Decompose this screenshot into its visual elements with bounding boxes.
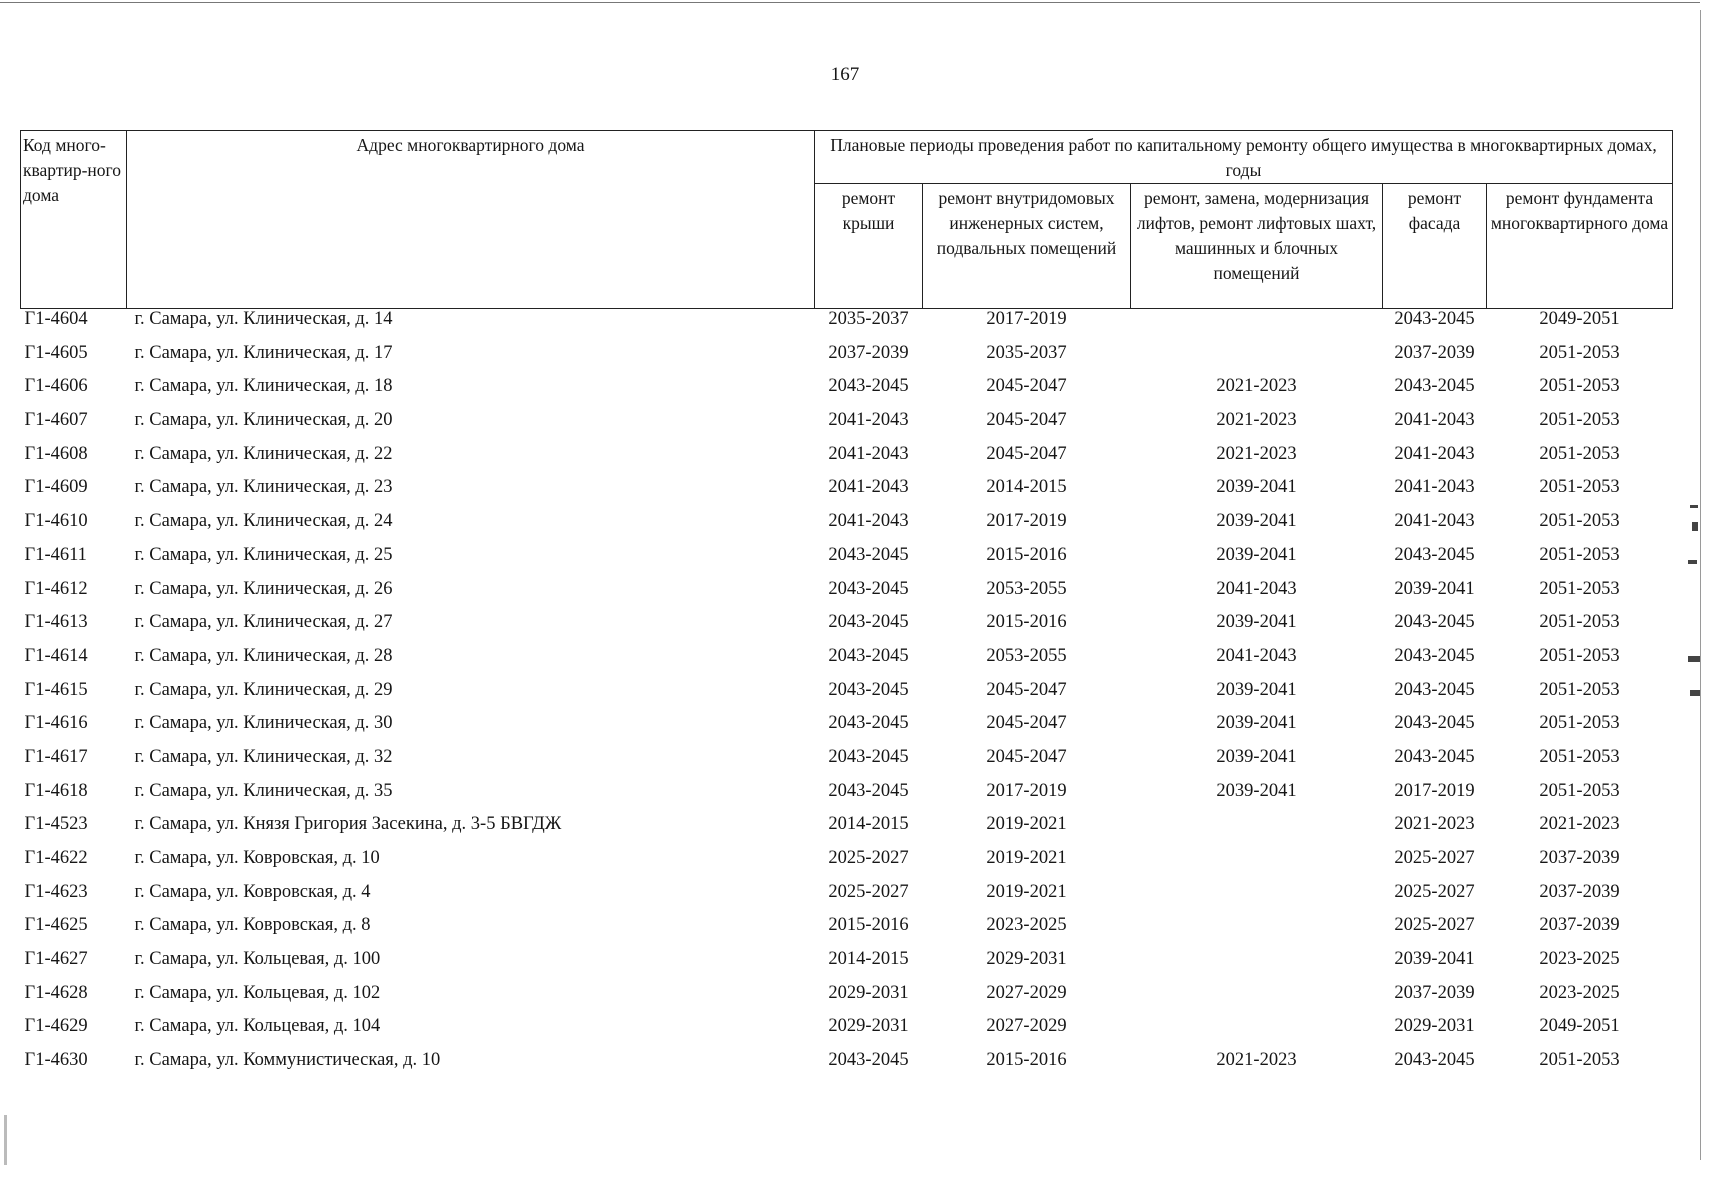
cell-elevators: 2021-2023 <box>1216 443 1297 464</box>
cell-elevators: 2021-2023 <box>1216 1050 1297 1071</box>
cell-elevators <box>1131 1016 1383 1050</box>
cell-elevators <box>1131 915 1383 949</box>
cell-roof: 2037-2039 <box>828 342 909 363</box>
cell-engineering: 2053-2055 <box>986 578 1067 599</box>
table-row <box>21 915 1673 949</box>
cell-facade: 2043-2045 <box>1394 645 1475 666</box>
cell-facade: 2039-2041 <box>1394 578 1475 599</box>
cell-elevators: 2039-2041 <box>1216 713 1297 734</box>
cell-foundation: 2051-2053 <box>1539 544 1620 565</box>
cell-engineering: 2045-2047 <box>986 410 1067 431</box>
cell-foundation: 2037-2039 <box>1539 848 1620 868</box>
table-row <box>21 545 1673 579</box>
cell-address: г. Самара, ул. Клиническая, д. 24 <box>134 511 393 532</box>
cell-roof: 2043-2045 <box>828 544 909 565</box>
table-row <box>21 781 1673 815</box>
cell-roof: 2025-2027 <box>828 848 909 868</box>
cell-elevators: 2039-2041 <box>1216 544 1297 565</box>
cell-address: г. Самара, ул. Князя Григория Засекина, д. 3-5 БВГДЖ <box>134 814 562 835</box>
cell-engineering: 2015-2016 <box>986 612 1067 633</box>
cell-elevators: 2039-2041 <box>1216 511 1297 532</box>
cell-foundation: 2051-2053 <box>1539 713 1620 734</box>
cell-foundation: 2051-2053 <box>1539 342 1620 363</box>
table-row <box>21 343 1673 377</box>
cell-elevators: 2021-2023 <box>1216 410 1297 431</box>
cell-engineering: 2023-2025 <box>986 915 1067 936</box>
cell-elevators <box>1131 309 1383 343</box>
scan-speck <box>1692 522 1698 531</box>
cell-address: г. Самара, ул. Ковровская, д. 10 <box>134 848 380 868</box>
cell-address: г. Самара, ул. Клиническая, д. 32 <box>134 746 393 767</box>
cell-roof: 2025-2027 <box>828 881 909 902</box>
cell-foundation: 2021-2023 <box>1539 814 1620 835</box>
cell-roof: 2041-2043 <box>828 410 909 431</box>
cell-address: г. Самара, ул. Клиническая, д. 20 <box>134 410 393 431</box>
cell-code: Г1-4523 <box>24 814 88 835</box>
cell-foundation: 2049-2051 <box>1539 1016 1620 1037</box>
header-address: Адрес многоквартирного дома <box>127 131 815 309</box>
cell-roof: 2041-2043 <box>828 443 909 464</box>
cell-facade: 2025-2027 <box>1394 881 1475 902</box>
cell-elevators <box>1131 343 1383 377</box>
cell-elevators: 2039-2041 <box>1216 746 1297 767</box>
cell-elevators <box>1131 983 1383 1017</box>
cell-roof: 2043-2045 <box>828 612 909 633</box>
cell-roof: 2014-2015 <box>828 949 909 970</box>
cell-elevators: 2039-2041 <box>1216 780 1297 801</box>
cell-engineering: 2053-2055 <box>986 645 1067 666</box>
cell-foundation: 2051-2053 <box>1539 1050 1620 1071</box>
cell-roof: 2043-2045 <box>828 679 909 700</box>
cell-code: Г1-4612 <box>24 578 88 599</box>
cell-elevators: 2021-2023 <box>1216 376 1297 397</box>
cell-roof: 2015-2016 <box>828 915 909 936</box>
cell-engineering: 2019-2021 <box>986 848 1067 868</box>
cell-code: Г1-4629 <box>24 1016 88 1037</box>
cell-address: г. Самара, ул. Клиническая, д. 29 <box>134 679 393 700</box>
scan-speck <box>4 1115 7 1165</box>
table-row <box>21 1016 1673 1050</box>
cell-facade: 2043-2045 <box>1394 1050 1475 1071</box>
cell-foundation: 2051-2053 <box>1539 410 1620 431</box>
table-row <box>21 848 1673 882</box>
cell-code: Г1-4628 <box>24 982 88 1003</box>
page-number: 167 <box>830 64 860 85</box>
cell-facade: 2043-2045 <box>1394 746 1475 767</box>
cell-engineering: 2027-2029 <box>986 982 1067 1003</box>
cell-address: г. Самара, ул. Клиническая, д. 14 <box>134 309 393 329</box>
cell-roof: 2043-2045 <box>828 746 909 767</box>
cell-code: Г1-4630 <box>24 1050 88 1071</box>
cell-foundation: 2049-2051 <box>1539 309 1620 329</box>
cell-roof: 2043-2045 <box>828 376 909 397</box>
table-row <box>21 949 1673 983</box>
cell-foundation: 2051-2053 <box>1539 780 1620 801</box>
table-row <box>21 747 1673 781</box>
table-row <box>21 309 1673 343</box>
cell-engineering: 2017-2019 <box>986 309 1067 329</box>
cell-code: Г1-4605 <box>24 342 88 363</box>
cell-address: г. Самара, ул. Клиническая, д. 25 <box>134 544 393 565</box>
cell-facade: 2037-2039 <box>1394 342 1475 363</box>
table-header <box>21 131 1673 309</box>
table-row <box>21 713 1673 747</box>
cell-address: г. Самара, ул. Ковровская, д. 4 <box>134 881 371 902</box>
cell-foundation: 2023-2025 <box>1539 982 1620 1003</box>
cell-address: г. Самара, ул. Коммунистическая, д. 10 <box>134 1050 441 1071</box>
cell-facade: 2025-2027 <box>1394 915 1475 936</box>
cell-code: Г1-4613 <box>24 612 88 633</box>
table-row <box>21 477 1673 511</box>
cell-elevators <box>1131 949 1383 983</box>
cell-address: г. Самара, ул. Клиническая, д. 23 <box>134 477 393 498</box>
cell-roof: 2043-2045 <box>828 578 909 599</box>
cell-code: Г1-4627 <box>24 949 88 970</box>
scan-edge-top <box>0 2 1700 3</box>
cell-elevators <box>1131 882 1383 916</box>
cell-engineering: 2014-2015 <box>986 477 1067 498</box>
cell-address: г. Самара, ул. Ковровская, д. 8 <box>134 915 371 936</box>
cell-elevators: 2041-2043 <box>1216 578 1297 599</box>
cell-foundation: 2051-2053 <box>1539 612 1620 633</box>
table-row <box>21 444 1673 478</box>
cell-code: Г1-4604 <box>24 309 88 329</box>
cell-engineering: 2045-2047 <box>986 376 1067 397</box>
cell-roof: 2014-2015 <box>828 814 909 835</box>
cell-elevators: 2039-2041 <box>1216 612 1297 633</box>
header-facade: ремонт фасада <box>1383 184 1487 309</box>
header-roof: ремонт крыши <box>815 184 923 309</box>
cell-roof: 2041-2043 <box>828 511 909 532</box>
cell-elevators: 2041-2043 <box>1216 645 1297 666</box>
cell-address: г. Самара, ул. Клиническая, д. 18 <box>134 376 393 397</box>
cell-engineering: 2045-2047 <box>986 443 1067 464</box>
cell-address: г. Самара, ул. Кольцевая, д. 104 <box>134 1016 381 1037</box>
cell-facade: 2025-2027 <box>1394 848 1475 868</box>
cell-code: Г1-4615 <box>24 679 88 700</box>
cell-engineering: 2015-2016 <box>986 544 1067 565</box>
cell-foundation: 2051-2053 <box>1539 578 1620 599</box>
cell-engineering: 2045-2047 <box>986 679 1067 700</box>
cell-address: г. Самара, ул. Клиническая, д. 28 <box>134 645 393 666</box>
cell-facade: 2043-2045 <box>1394 612 1475 633</box>
cell-facade: 2043-2045 <box>1394 309 1475 329</box>
header-foundation: ремонт фундамента многоквартирного дома <box>1487 184 1673 309</box>
scan-speck <box>1690 690 1700 696</box>
cell-facade: 2029-2031 <box>1394 1016 1475 1037</box>
cell-foundation: 2051-2053 <box>1539 679 1620 700</box>
header-code: Код много-квартир-ного дома <box>21 131 127 309</box>
cell-foundation: 2051-2053 <box>1539 477 1620 498</box>
scan-edge-right <box>1700 10 1701 1160</box>
cell-facade: 2041-2043 <box>1394 511 1475 532</box>
cell-engineering: 2027-2029 <box>986 1016 1067 1037</box>
table-row <box>21 579 1673 613</box>
scan-speck <box>1688 656 1700 662</box>
cell-facade: 2041-2043 <box>1394 410 1475 431</box>
cell-roof: 2043-2045 <box>828 780 909 801</box>
header-periods-group: Плановые периоды проведения работ по капитальному ремонту общего имущества в многоквартирных домах, годы <box>815 131 1673 184</box>
cell-elevators <box>1131 848 1383 882</box>
table-body <box>21 309 1673 1084</box>
cell-address: г. Самара, ул. Клиническая, д. 30 <box>134 713 393 734</box>
cell-facade: 2043-2045 <box>1394 376 1475 397</box>
cell-elevators: 2039-2041 <box>1216 679 1297 700</box>
cell-facade: 2021-2023 <box>1394 814 1475 835</box>
cell-roof: 2029-2031 <box>828 982 909 1003</box>
cell-code: Г1-4609 <box>24 477 88 498</box>
cell-foundation: 2051-2053 <box>1539 376 1620 397</box>
cell-engineering: 2019-2021 <box>986 881 1067 902</box>
cell-foundation: 2023-2025 <box>1539 949 1620 970</box>
cell-engineering: 2045-2047 <box>986 713 1067 734</box>
cell-code: Г1-4623 <box>24 881 88 902</box>
header-elevators: ремонт, замена, модернизация лифтов, ремонт лифтовых шахт, машинных и блочных помещений <box>1131 184 1383 309</box>
cell-roof: 2043-2045 <box>828 713 909 734</box>
cell-engineering: 2019-2021 <box>986 814 1067 835</box>
table-row <box>21 983 1673 1017</box>
cell-roof: 2035-2037 <box>828 309 909 329</box>
table-row <box>21 814 1673 848</box>
cell-roof: 2043-2045 <box>828 645 909 666</box>
cell-address: г. Самара, ул. Клиническая, д. 17 <box>134 342 393 363</box>
table-row <box>21 882 1673 916</box>
cell-elevators: 2039-2041 <box>1216 477 1297 498</box>
table-row <box>21 646 1673 680</box>
cell-facade: 2043-2045 <box>1394 544 1475 565</box>
table-row <box>21 680 1673 714</box>
cell-address: г. Самара, ул. Кольцевая, д. 102 <box>134 982 381 1003</box>
cell-code: Г1-4616 <box>24 713 88 734</box>
cell-engineering: 2017-2019 <box>986 511 1067 532</box>
cell-engineering: 2015-2016 <box>986 1050 1067 1071</box>
table-row <box>21 1050 1673 1084</box>
cell-facade: 2041-2043 <box>1394 443 1475 464</box>
cell-engineering: 2035-2037 <box>986 342 1067 363</box>
cell-code: Г1-4607 <box>24 410 88 431</box>
scan-speck <box>1688 560 1697 564</box>
cell-facade: 2017-2019 <box>1394 780 1475 801</box>
cell-roof: 2043-2045 <box>828 1050 909 1071</box>
table-row <box>21 511 1673 545</box>
cell-address: г. Самара, ул. Клиническая, д. 26 <box>134 578 393 599</box>
overhaul-schedule-table <box>20 130 1673 1084</box>
cell-foundation: 2051-2053 <box>1539 511 1620 532</box>
cell-foundation: 2051-2053 <box>1539 443 1620 464</box>
cell-code: Г1-4618 <box>24 780 88 801</box>
scan-speck <box>1690 505 1698 508</box>
cell-foundation: 2037-2039 <box>1539 881 1620 902</box>
cell-roof: 2029-2031 <box>828 1016 909 1037</box>
cell-roof: 2041-2043 <box>828 477 909 498</box>
cell-code: Г1-4617 <box>24 746 88 767</box>
cell-code: Г1-4608 <box>24 443 88 464</box>
header-engineering: ремонт внутридомовых инженерных систем, подвальных помещений <box>923 184 1131 309</box>
cell-foundation: 2037-2039 <box>1539 915 1620 936</box>
cell-facade: 2043-2045 <box>1394 713 1475 734</box>
cell-facade: 2039-2041 <box>1394 949 1475 970</box>
cell-facade: 2043-2045 <box>1394 679 1475 700</box>
cell-address: г. Самара, ул. Кольцевая, д. 100 <box>134 949 381 970</box>
cell-code: Г1-4606 <box>24 376 88 397</box>
cell-foundation: 2051-2053 <box>1539 645 1620 666</box>
cell-address: г. Самара, ул. Клиническая, д. 27 <box>134 612 393 633</box>
cell-facade: 2037-2039 <box>1394 982 1475 1003</box>
cell-code: Г1-4611 <box>24 544 87 565</box>
cell-engineering: 2017-2019 <box>986 780 1067 801</box>
cell-code: Г1-4610 <box>24 511 88 532</box>
table-row <box>21 410 1673 444</box>
cell-engineering: 2045-2047 <box>986 746 1067 767</box>
cell-code: Г1-4614 <box>24 645 88 666</box>
cell-elevators <box>1131 814 1383 848</box>
cell-address: г. Самара, ул. Клиническая, д. 35 <box>134 780 393 801</box>
cell-facade: 2041-2043 <box>1394 477 1475 498</box>
cell-engineering: 2029-2031 <box>986 949 1067 970</box>
cell-foundation: 2051-2053 <box>1539 746 1620 767</box>
table-row <box>21 612 1673 646</box>
cell-code: Г1-4625 <box>24 915 88 936</box>
table-row <box>21 376 1673 410</box>
cell-address: г. Самара, ул. Клиническая, д. 22 <box>134 443 393 464</box>
cell-code: Г1-4622 <box>24 848 88 868</box>
